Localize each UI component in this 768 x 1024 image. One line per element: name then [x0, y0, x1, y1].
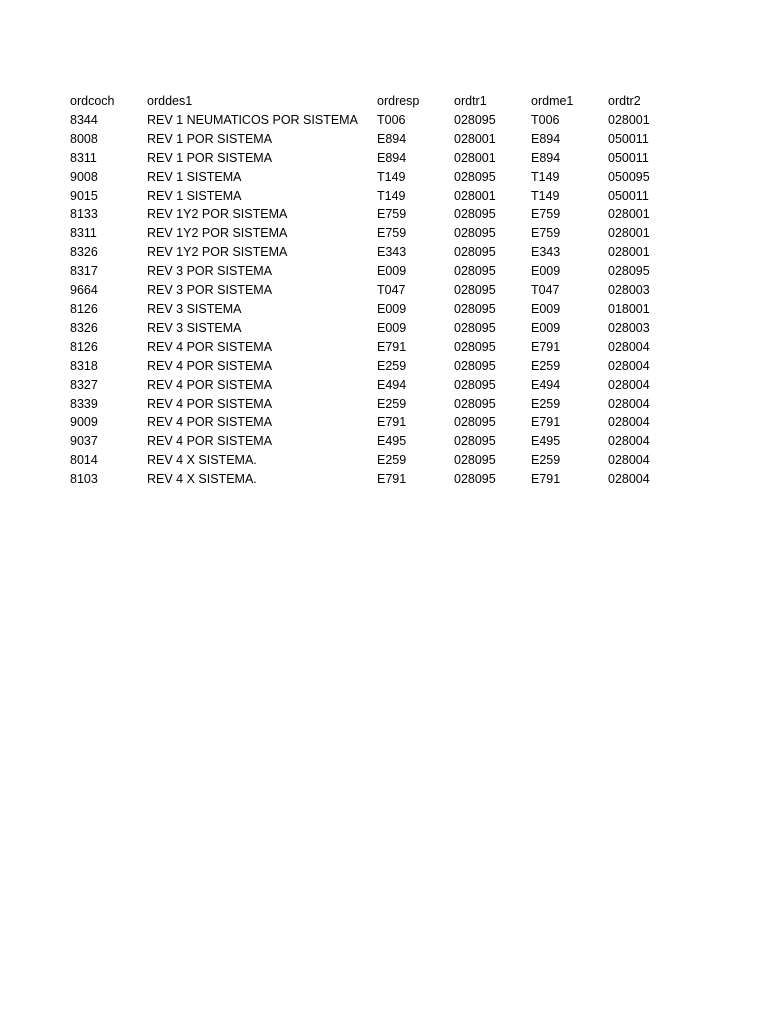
- ordresp-cell: E495: [377, 434, 407, 449]
- orddes1-cell: REV 1 NEUMATICOS POR SISTEMA: [147, 112, 358, 127]
- ordtr1-cell: 028095: [454, 434, 496, 449]
- ordme1-cell: T149: [531, 188, 560, 203]
- orddes1-cell: REV 4 POR SISTEMA: [147, 358, 273, 373]
- ordme1-cell: E759: [531, 207, 561, 222]
- orddes1-cell: REV 3 SISTEMA: [147, 301, 242, 316]
- ordresp-cell: T149: [377, 169, 406, 184]
- ordme1-cell: E894: [531, 131, 561, 146]
- orddes1-cell: REV 4 POR SISTEMA: [147, 434, 273, 449]
- ordresp-cell: E343: [377, 245, 407, 260]
- ordcoch-cell: 8326: [70, 320, 98, 335]
- ordtr1-cell: 028095: [454, 226, 496, 241]
- ordcoch-cell: 8311: [70, 226, 97, 241]
- ordtr1-cell: 028095: [454, 339, 496, 354]
- ordcoch-cell: 9037: [70, 434, 98, 449]
- ordtr2-cell: 028004: [608, 396, 650, 411]
- ordresp-cell: E009: [377, 301, 407, 316]
- ordme1-cell: E494: [531, 377, 561, 392]
- table-row: [70, 357, 668, 376]
- ordme1-cell: E343: [531, 245, 561, 260]
- table-row: [70, 432, 668, 451]
- ordcoch-cell: 8126: [70, 301, 98, 316]
- orddes1-cell: REV 1 POR SISTEMA: [147, 131, 273, 146]
- table-row: [70, 224, 668, 243]
- table-row: [70, 205, 668, 224]
- orddes1-cell: REV 4 POR SISTEMA: [147, 377, 273, 392]
- ordcoch-cell: 8014: [70, 453, 98, 468]
- table-row: [70, 413, 668, 432]
- ordcoch-cell: 8311: [70, 150, 97, 165]
- ordme1-cell: E791: [531, 415, 561, 430]
- ordtr1-cell: 028095: [454, 453, 496, 468]
- ordtr2-cell: 018001: [608, 301, 650, 316]
- ordtr2-cell: 050011: [608, 150, 649, 165]
- ordtr1-cell: 028095: [454, 207, 496, 222]
- column-header-orddes1: orddes1: [147, 94, 193, 108]
- ordme1-cell: E259: [531, 358, 561, 373]
- orddes1-cell: REV 4 POR SISTEMA: [147, 415, 273, 430]
- ordresp-cell: E009: [377, 320, 407, 335]
- ordtr1-cell: 028095: [454, 264, 496, 279]
- ordresp-cell: E759: [377, 226, 407, 241]
- table-row: [70, 395, 668, 414]
- orddes1-cell: REV 4 X SISTEMA.: [147, 453, 257, 468]
- ordresp-cell: T006: [377, 112, 406, 127]
- table-row: [70, 376, 668, 395]
- ordtr2-cell: 028004: [608, 472, 650, 487]
- ordtr2-cell: 028003: [608, 320, 650, 335]
- ordme1-cell: E009: [531, 301, 561, 316]
- ordtr1-cell: 028001: [454, 150, 496, 165]
- ordcoch-cell: 8317: [70, 264, 98, 279]
- ordtr2-cell: 028004: [608, 377, 650, 392]
- ordme1-cell: E791: [531, 339, 561, 354]
- ordme1-cell: E259: [531, 396, 561, 411]
- ordme1-cell: E791: [531, 472, 561, 487]
- ordme1-cell: T047: [531, 283, 560, 298]
- ordtr1-cell: 028095: [454, 377, 496, 392]
- orddes1-cell: REV 1 SISTEMA: [147, 188, 242, 203]
- table-row: [70, 451, 668, 470]
- column-header-ordtr2: ordtr2: [608, 94, 641, 108]
- table-row: [70, 262, 668, 281]
- ordtr1-cell: 028095: [454, 245, 496, 260]
- ordresp-cell: E009: [377, 264, 407, 279]
- ordme1-cell: E009: [531, 264, 561, 279]
- ordtr1-cell: 028095: [454, 169, 496, 184]
- table-row: [70, 149, 668, 168]
- ordtr2-cell: 028004: [608, 434, 650, 449]
- column-header-ordme1: ordme1: [531, 94, 574, 108]
- ordresp-cell: E894: [377, 150, 407, 165]
- ordresp-cell: E894: [377, 131, 407, 146]
- ordresp-cell: E494: [377, 377, 407, 392]
- ordtr1-cell: 028095: [454, 472, 496, 487]
- table-row: [70, 338, 668, 357]
- ordcoch-cell: 8103: [70, 472, 98, 487]
- ordtr1-cell: 028095: [454, 320, 496, 335]
- ordtr1-cell: 028095: [454, 112, 496, 127]
- spreadsheet-printout: [70, 92, 668, 489]
- ordtr2-cell: 028004: [608, 453, 650, 468]
- ordresp-cell: T047: [377, 283, 406, 298]
- ordresp-cell: E259: [377, 396, 407, 411]
- ordtr2-cell: 028095: [608, 264, 650, 279]
- ordcoch-cell: 8326: [70, 245, 98, 260]
- ordcoch-cell: 9015: [70, 188, 98, 203]
- ordme1-cell: E894: [531, 150, 561, 165]
- ordcoch-cell: 9664: [70, 283, 98, 298]
- ordcoch-cell: 8344: [70, 112, 98, 127]
- ordcoch-cell: 8133: [70, 207, 98, 222]
- ordtr2-cell: 050011: [608, 188, 649, 203]
- ordtr1-cell: 028095: [454, 283, 496, 298]
- ordresp-cell: E791: [377, 472, 407, 487]
- ordme1-cell: T006: [531, 112, 560, 127]
- ordcoch-cell: 8126: [70, 339, 98, 354]
- table-row: [70, 281, 668, 300]
- ordme1-cell: E259: [531, 453, 561, 468]
- ordcoch-cell: 9009: [70, 415, 98, 430]
- ordcoch-cell: 8008: [70, 131, 98, 146]
- column-header-ordresp: ordresp: [377, 94, 420, 108]
- orddes1-cell: REV 1Y2 POR SISTEMA: [147, 207, 288, 222]
- ordtr2-cell: 050011: [608, 131, 649, 146]
- table-row: [70, 319, 668, 338]
- ordtr1-cell: 028095: [454, 396, 496, 411]
- ordcoch-cell: 8327: [70, 377, 98, 392]
- ordme1-cell: T149: [531, 169, 560, 184]
- orddes1-cell: REV 1Y2 POR SISTEMA: [147, 245, 288, 260]
- data-table: [70, 92, 668, 489]
- table-row: [70, 470, 668, 489]
- ordtr2-cell: 028001: [608, 226, 650, 241]
- column-header-ordtr1: ordtr1: [454, 94, 487, 108]
- ordcoch-cell: 8318: [70, 358, 98, 373]
- table-row: [70, 300, 668, 319]
- ordtr2-cell: 028004: [608, 415, 650, 430]
- ordtr2-cell: 028001: [608, 112, 650, 127]
- ordresp-cell: E259: [377, 358, 407, 373]
- ordtr2-cell: 028003: [608, 283, 650, 298]
- ordtr1-cell: 028095: [454, 301, 496, 316]
- ordresp-cell: E259: [377, 453, 407, 468]
- ordtr1-cell: 028001: [454, 131, 496, 146]
- table-row: [70, 187, 668, 206]
- orddes1-cell: REV 3 SISTEMA: [147, 320, 242, 335]
- ordtr1-cell: 028095: [454, 415, 496, 430]
- orddes1-cell: REV 3 POR SISTEMA: [147, 283, 273, 298]
- orddes1-cell: REV 4 POR SISTEMA: [147, 339, 273, 354]
- ordtr2-cell: 028004: [608, 358, 650, 373]
- ordtr1-cell: 028001: [454, 188, 496, 203]
- orddes1-cell: REV 3 POR SISTEMA: [147, 264, 273, 279]
- orddes1-cell: REV 4 POR SISTEMA: [147, 396, 273, 411]
- ordme1-cell: E495: [531, 434, 561, 449]
- ordtr2-cell: 028001: [608, 207, 650, 222]
- table-row: [70, 168, 668, 187]
- ordresp-cell: E759: [377, 207, 407, 222]
- ordresp-cell: T149: [377, 188, 406, 203]
- ordresp-cell: E791: [377, 415, 407, 430]
- orddes1-cell: REV 1 POR SISTEMA: [147, 150, 273, 165]
- ordcoch-cell: 8339: [70, 396, 98, 411]
- ordme1-cell: E009: [531, 320, 561, 335]
- ordtr2-cell: 050095: [608, 169, 650, 184]
- table-row: [70, 130, 668, 149]
- column-header-ordcoch: ordcoch: [70, 94, 115, 108]
- ordcoch-cell: 9008: [70, 169, 98, 184]
- table-row: [70, 111, 668, 130]
- ordtr2-cell: 028004: [608, 339, 650, 354]
- ordme1-cell: E759: [531, 226, 561, 241]
- ordresp-cell: E791: [377, 339, 407, 354]
- table-body: [70, 111, 668, 489]
- ordtr1-cell: 028095: [454, 358, 496, 373]
- table-row: [70, 243, 668, 262]
- orddes1-cell: REV 1Y2 POR SISTEMA: [147, 226, 288, 241]
- orddes1-cell: REV 4 X SISTEMA.: [147, 472, 257, 487]
- ordtr2-cell: 028001: [608, 245, 650, 260]
- orddes1-cell: REV 1 SISTEMA: [147, 169, 242, 184]
- header-row: [70, 92, 668, 111]
